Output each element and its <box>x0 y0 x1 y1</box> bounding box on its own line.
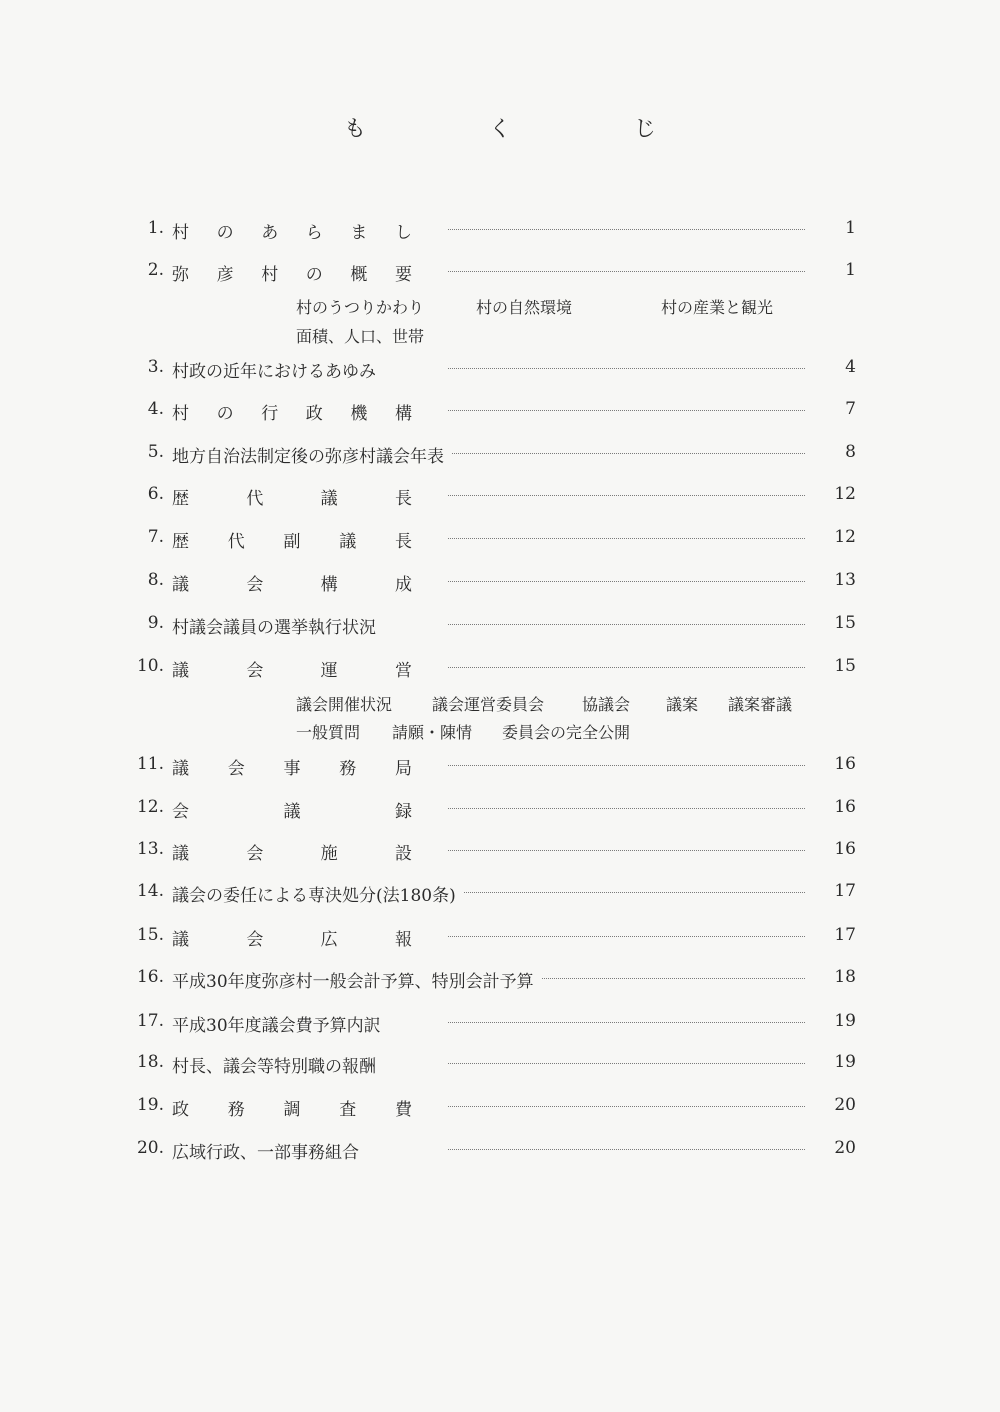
toc-entry <box>0 1052 1000 1082</box>
toc-entry <box>0 613 1000 643</box>
toc-entry-page: 12 <box>834 484 856 504</box>
dot-leader <box>448 495 805 496</box>
toc-entry-label: 歴 代 議 長 <box>172 489 412 509</box>
toc-entry-page: 19 <box>834 1011 856 1031</box>
dot-leader <box>448 368 805 369</box>
dot-leader <box>448 1149 805 1150</box>
sub-item: 面積、人口、世帯 <box>296 327 425 346</box>
title-char: じ <box>633 117 656 142</box>
toc-entry-number: 4. <box>147 399 164 419</box>
toc-entry-label: 議 会 運 営 <box>172 661 412 681</box>
toc-entry-number: 6. <box>147 484 164 504</box>
toc-entry-label: 歴 代 副 議 長 <box>172 532 412 552</box>
toc-entry-label: 平成30年度議会費予算内訳 <box>172 1016 381 1036</box>
toc-entry-label: 議会の委任による専決処分(法180条) <box>172 886 456 906</box>
dot-leader <box>448 624 805 625</box>
toc-entry-page: 13 <box>834 570 856 590</box>
toc-entry-label: 会 議 録 <box>172 802 412 822</box>
dot-leader <box>448 271 805 272</box>
sub-item: 村のうつりかわり <box>296 298 425 317</box>
sub-item: 村の産業と観光 <box>661 298 774 317</box>
toc-entry <box>0 527 1000 557</box>
toc-entry-number: 1. <box>147 218 164 238</box>
toc-entry-label: 村 の あ ら ま し <box>172 223 412 243</box>
title-char: く <box>488 117 511 142</box>
dot-leader <box>448 1063 805 1064</box>
toc-entry-number: 9. <box>147 613 164 633</box>
toc-entry-label: 議 会 構 成 <box>172 575 412 595</box>
dot-leader <box>452 453 805 454</box>
toc-entry-number: 20. <box>136 1138 164 1158</box>
dot-leader <box>448 850 805 851</box>
toc-entry-label: 議 会 施 設 <box>172 844 412 864</box>
toc-entry <box>0 218 1000 248</box>
dot-leader <box>448 667 805 668</box>
sub-item: 議会運営委員会 <box>432 695 545 714</box>
toc-entry-label: 村 の 行 政 機 構 <box>172 404 412 424</box>
toc-entry <box>0 925 1000 955</box>
toc-entry-number: 7. <box>147 527 164 547</box>
toc-entry-number: 11. <box>136 754 164 774</box>
toc-entry <box>0 881 1000 911</box>
toc-entry-label: 村政の近年におけるあゆみ <box>172 362 376 382</box>
toc-entry <box>0 260 1000 290</box>
sub-items-2-line2 <box>296 324 424 347</box>
sub-item: 議案審議 <box>728 695 793 714</box>
toc-entry-page: 4 <box>845 357 856 377</box>
toc-entry-page: 1 <box>845 218 856 238</box>
toc-entry-number: 3. <box>147 357 164 377</box>
toc-entry <box>0 1095 1000 1125</box>
sub-item: 議案 <box>666 695 699 714</box>
toc-entry <box>0 570 1000 600</box>
toc-entry <box>0 754 1000 784</box>
dot-leader <box>542 978 805 979</box>
toc-entry-number: 19. <box>136 1095 164 1115</box>
toc-entry-page: 16 <box>834 797 856 817</box>
toc-entry-page: 18 <box>834 967 856 987</box>
toc-entry-page: 15 <box>834 656 856 676</box>
toc-entry-number: 14. <box>136 881 164 901</box>
toc-entry-label: 地方自治法制定後の弥彦村議会年表 <box>172 447 444 467</box>
toc-entry-page: 20 <box>834 1138 856 1158</box>
toc-entry <box>0 484 1000 514</box>
toc-entry-page: 17 <box>834 881 856 901</box>
dot-leader <box>448 808 805 809</box>
sub-item: 協議会 <box>582 695 631 714</box>
toc-entry <box>0 839 1000 869</box>
toc-entry-number: 18. <box>136 1052 164 1072</box>
toc-entry-number: 5. <box>147 442 164 462</box>
toc-entry-label: 議 会 広 報 <box>172 930 412 950</box>
sub-items-2-line1 <box>296 295 773 318</box>
toc-entry-page: 1 <box>845 260 856 280</box>
toc-entry <box>0 442 1000 472</box>
toc-entry <box>0 1138 1000 1168</box>
sub-item: 請願・陳情 <box>392 723 473 742</box>
dot-leader <box>448 581 805 582</box>
toc-entry-number: 2. <box>147 260 164 280</box>
toc-entry-page: 8 <box>845 442 856 462</box>
toc-entry-page: 7 <box>845 399 856 419</box>
dot-leader <box>448 936 805 937</box>
toc-entry-label: 議 会 事 務 局 <box>172 759 412 779</box>
toc-entry-number: 16. <box>136 967 164 987</box>
toc-entry-label: 弥 彦 村 の 概 要 <box>172 265 412 285</box>
toc-entry-label: 平成30年度弥彦村一般会計予算、特別会計予算 <box>172 972 534 992</box>
toc-entry <box>0 357 1000 387</box>
toc-entry-page: 17 <box>834 925 856 945</box>
toc-entry <box>0 399 1000 429</box>
sub-item: 議会開催状況 <box>296 695 393 714</box>
toc-entry-page: 15 <box>834 613 856 633</box>
toc-entry-number: 8. <box>147 570 164 590</box>
toc-entry-page: 16 <box>834 754 856 774</box>
dot-leader <box>448 1022 805 1023</box>
toc-entry-label: 広域行政、一部事務組合 <box>172 1143 359 1163</box>
dot-leader <box>448 538 805 539</box>
toc-entry-number: 17. <box>136 1011 164 1031</box>
sub-item: 委員会の完全公開 <box>502 723 631 742</box>
toc-entry-number: 10. <box>136 656 164 676</box>
toc-entry <box>0 656 1000 686</box>
toc-entry-label: 村議会議員の選挙執行状況 <box>172 618 376 638</box>
toc-entry-label: 政 務 調 査 費 <box>172 1100 412 1120</box>
toc-entry <box>0 1011 1000 1041</box>
dot-leader <box>448 410 805 411</box>
toc-entry-number: 12. <box>136 797 164 817</box>
toc-entry-number: 13. <box>136 839 164 859</box>
sub-items-10-line2 <box>296 720 630 743</box>
dot-leader <box>448 765 805 766</box>
toc-entry <box>0 967 1000 997</box>
sub-items-10-line1 <box>296 692 792 715</box>
sub-item: 村の自然環境 <box>476 298 573 317</box>
toc-entry-number: 15. <box>136 925 164 945</box>
toc-entry-page: 12 <box>834 527 856 547</box>
sub-item: 一般質問 <box>296 723 361 742</box>
toc-entry-page: 19 <box>834 1052 856 1072</box>
toc-entry <box>0 797 1000 827</box>
dot-leader <box>464 892 805 893</box>
toc-entry-label: 村長、議会等特別職の報酬 <box>172 1057 376 1077</box>
toc-entry-page: 16 <box>834 839 856 859</box>
toc-entry-page: 20 <box>834 1095 856 1115</box>
dot-leader <box>448 1106 805 1107</box>
dot-leader <box>448 229 805 230</box>
page-title <box>0 112 1000 143</box>
title-char: も <box>343 117 366 142</box>
